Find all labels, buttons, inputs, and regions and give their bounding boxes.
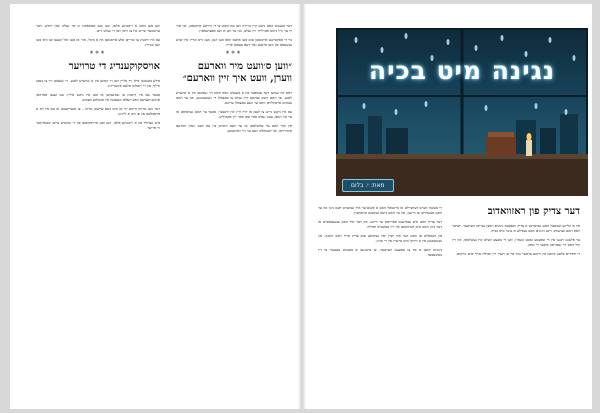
paragraph: די מעשה ווערט דערציילט אז איינמאל האט א פשוט'ער איד געהערט דעם ניגון און ער האט אנגעהויבן צו וויינען, און ער האט נישט געקענט אויפהערן. [318,206,442,215]
paragraph: אין סוף האט ער באשלאסן אז ער וועט ווארטן ביז עס וועט ווערן ווארעם אינדרויסן, און דעמאלט וועט ער זיך ווארעמען. [176,124,292,133]
right-page-column-right [452,206,580,261]
article-title: נגינה מיט בכיה [368,56,556,85]
byline-badge: מאת: י. בלום [342,179,394,192]
paragraph: אבער עס איז וויכטיג צו געדענקען אז מען איז נישט אליין. עס זענען פארהאן ארגאניזאציעס וואס העלפן מענטשן אין אזעלכע מצבים. [36,93,160,102]
rainy-window-icon [336,28,588,196]
section-heading: דער צדיק פון ראזוואדוב [487,206,580,217]
paragraph: ווען מען האט א ריכטיגע פלאן, קען מען אפשפארן א סך געלט יעדן חודש. דער ערשטער שריט איז צו וויסן וואו די געלט גייט. [36,24,160,33]
left-page-column-left [36,24,160,135]
paragraph: פילע מענטשן פילן זיך אליין ווען זיי קומען אין א שווערע לאגע. זיי שעמען זיך צו בעטן הילף, און זיי האלטן אלעס אינעווייניג. [36,79,160,88]
paragraph: פון דעמאלט אן האט דער איד יעדן יאר געקומען צום צדיק אויף ראש השנה, און געשטאנען אין א ווינקל מיט טרערן אין די אויגן. [318,234,442,243]
left-page-column-right [176,24,292,138]
paragraph: עס איז נישט גרינג צו לעבן אן קיין היץ אין ווינטער, אבער ער האט געוואוסט אז ער מוז האבן גענוג געלט פאר עסן פאר זיין פאמיליע. [176,110,292,119]
paragraph: ביי די פאקטישע אויסגאבן טוט מען אלעס וואס מען קען, מען גייט אריין אין יעדע געשעפט און מען פרעגט נאך דעם בעסטן פרייז. [176,38,292,47]
section-divider: *** [225,50,243,58]
right-page-column-left [318,206,442,262]
book-spine [298,4,306,409]
paragraph: די חסידים פלעגן קומען פון ווייטע ערטער נאר כדי צו הערן זיין תפילה אויף ימים נוראים. [455,252,580,256]
paragraph: אין א קליינע שטעטל האט געוואוינט א צדיק וועמענס ניגונים האבן געריסן הערצער. יעדער וואס האט געהערט זיינע ניגונים האט געפילט א נגינה מיט בכיה. [452,224,580,233]
paragraph: עס איז וויכטיג צו שרייבן אלע אויסגאבן אין א ביכל, אזוי אז מען זאל קענען זען וואו מען קען שניידן. [36,38,160,47]
paragraph: ניגונים האבן א כח צו עפענען הערצער, צו ברענגען א מענטש נענטער צו זיין באשעפער. [318,248,442,257]
section-heading: ״ווען ס׳וועט מיר ווארעם ווערן, וועט איך זיין ווארעם״ [182,61,292,84]
left-page [10,4,302,409]
section-heading: אויסקוקענדיג די טרויער [68,61,160,72]
paragraph: ער פלעגט זינגען אין די שפעטע נאכט שעה'ן, ווען די גאנצע וועלט איז געשלאפן, און זיין קול האט זיך געטראגן איבער די גאסן. [452,238,580,247]
paragraph: דער וועג ארויס הייבט זיך אן מיט דעם ערשטן טריט – צו אנערקענען אז עס איז דא א פראבלעם און צו זוכן א לייזונג. [36,107,160,116]
section-divider: *** [89,50,107,58]
right-page [302,4,592,409]
paragraph: דער צדיק האט אים געפרעגט פארוואס ער וויינט, און דער איד האט געענטפערט אז דער ניגון האט אים דערמאנט אין זיין טאטע'ס תפילה. [318,220,442,229]
paragraph: דאס איז געווען דער ענטפער פון א מענטש וואס האט זיך געפונען אין א שווערע לאגע. ער האט נישט געהאט קיין געלט צו באצאלן די רעכענונגען, און ער האט געמוזט אויסקלויבן וואס ער וועט באצאלן ערשט. [176,91,292,105]
paragraph: מיט געדולד און א ריכטיגע פלאן, קען מען ארויסקומען פון די שווערע צייטן שטארקער ווי פריער. [36,121,160,130]
paragraph: דער מענטש האט נישט קיין ברירה ווען עס קומט צו די גרויסע אויסגאבן, און אזוי ווי ער וויל נישט פארלירן זיין געלט, מוז ער זוכן א וועג אפצושפארן. [176,24,292,33]
hero-illustration [336,28,588,196]
